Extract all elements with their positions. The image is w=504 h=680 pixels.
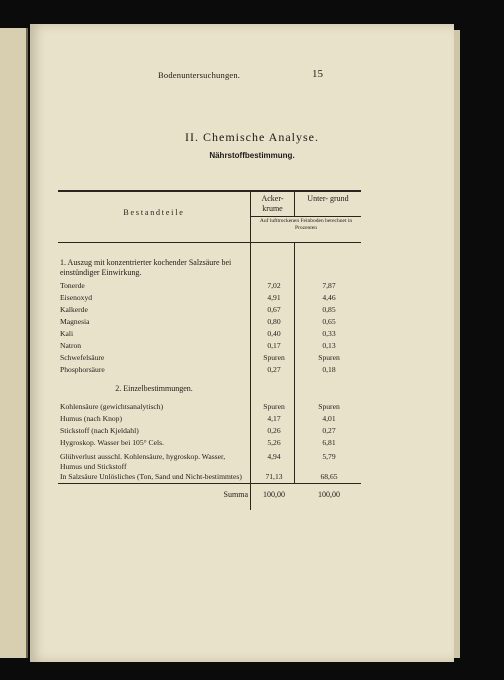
- row-label: Hygroskop. Wasser bei 105° Cels.: [60, 438, 164, 447]
- row-label: Magnesia: [60, 317, 90, 326]
- row-value-ackerkrume: 0,40: [267, 329, 281, 338]
- table-top-rule: [58, 190, 361, 192]
- row-label: Tonerde: [60, 281, 85, 290]
- row-value-untergrund: 7,87: [322, 281, 336, 290]
- row-label: Kali: [60, 329, 74, 338]
- table-subtitle: Nährstoffbestimmung.: [209, 151, 295, 160]
- table-row: [60, 305, 361, 317]
- row-value-untergrund: Spuren: [318, 402, 340, 411]
- analysis-table: [58, 166, 361, 510]
- header-bottom-rule: [58, 242, 361, 243]
- row-label: Schwefelsäure: [60, 353, 105, 362]
- row-label: In Salzsäure Unlösliches (Ton, Sand und Nicht-bestimmtes): [60, 472, 242, 481]
- row-value-ackerkrume: 0,26: [267, 426, 281, 435]
- header-ackerkrume: Acker- krume: [261, 194, 284, 213]
- row-value-untergrund: 4,01: [322, 414, 336, 423]
- table-row: [60, 317, 361, 329]
- header-untergrund: Unter- grund: [307, 194, 349, 203]
- row-value-untergrund: 5,79: [322, 452, 336, 461]
- row-value-untergrund: 6,81: [322, 438, 336, 447]
- row-value-untergrund: 68,65: [320, 472, 338, 481]
- row-value-ackerkrume: 5,26: [267, 438, 281, 447]
- summa-label: Summa: [223, 490, 248, 499]
- row-value-ackerkrume: 71,13: [265, 472, 283, 481]
- row-value-untergrund: 0,13: [322, 341, 336, 350]
- row-value-ackerkrume: 4,91: [267, 293, 281, 302]
- row-value-ackerkrume: Spuren: [263, 353, 285, 362]
- row-value-ackerkrume: 0,27: [267, 365, 281, 374]
- row-label: Glühverlust ausschl. Kohlensäure, hygroskop. Wasser, Humus und Stickstoff: [60, 452, 226, 471]
- table-row: [60, 353, 361, 365]
- left-page-edge: [0, 28, 28, 658]
- row-value-untergrund: 0,33: [322, 329, 336, 338]
- row-value-ackerkrume: 4,17: [267, 414, 281, 423]
- right-page-edge: [454, 30, 460, 658]
- row-value-untergrund: 0,27: [322, 426, 336, 435]
- row-value-ackerkrume: Spuren: [263, 402, 285, 411]
- table-row: [60, 293, 361, 305]
- summa-ackerkrume: 100,00: [263, 490, 285, 499]
- row-label: Phosphorsäure: [60, 365, 105, 374]
- row-label: Kalkerde: [60, 305, 88, 314]
- group2-title: 2. Einzelbestimmungen.: [115, 384, 193, 393]
- row-label: Eisenoxyd: [60, 293, 93, 302]
- row-value-ackerkrume: 0,67: [267, 305, 281, 314]
- table-row: [60, 452, 361, 471]
- running-head-title: Bodenuntersuchungen.: [158, 70, 241, 80]
- row-label: Humus (nach Knop): [60, 414, 123, 423]
- table-row: [60, 438, 361, 450]
- row-value-ackerkrume: 0,17: [267, 341, 281, 350]
- section-title: II. Chemische Analyse.: [185, 130, 319, 144]
- table-row: [60, 414, 361, 426]
- row-value-untergrund: Spuren: [318, 353, 340, 362]
- table-row: [60, 472, 361, 484]
- row-value-untergrund: 0,85: [322, 305, 336, 314]
- row-value-ackerkrume: 0,80: [267, 317, 281, 326]
- row-label: Kohlensäure (gewichtsanalytisch): [60, 402, 164, 411]
- table-row: [60, 329, 361, 341]
- summa-untergrund: 100,00: [318, 490, 340, 499]
- row-label: Stickstoff (nach Kjeldahl): [60, 426, 139, 435]
- page-number: 15: [312, 68, 323, 80]
- row-label: Natron: [60, 341, 82, 350]
- row-value-ackerkrume: 4,94: [267, 452, 281, 461]
- header-bestandteile: Bestandteile: [123, 208, 185, 217]
- table-row: [60, 426, 361, 438]
- table-row: [60, 341, 361, 353]
- group1-title: 1. Auszug mit konzentrierter kochender Salzsäure bei einstündiger Einwirkung.: [60, 258, 232, 277]
- table-row: [60, 365, 361, 377]
- row-value-untergrund: 0,18: [322, 365, 336, 374]
- table-row: [60, 281, 361, 293]
- table-row: [60, 402, 361, 414]
- row-value-ackerkrume: 7,02: [267, 281, 281, 290]
- row-value-untergrund: 0,65: [322, 317, 336, 326]
- row-value-untergrund: 4,46: [322, 293, 336, 302]
- header-sub-rule: [250, 216, 361, 217]
- header-note: Auf lufttrockenen Feinboden berechnet in Prozenten: [259, 218, 353, 231]
